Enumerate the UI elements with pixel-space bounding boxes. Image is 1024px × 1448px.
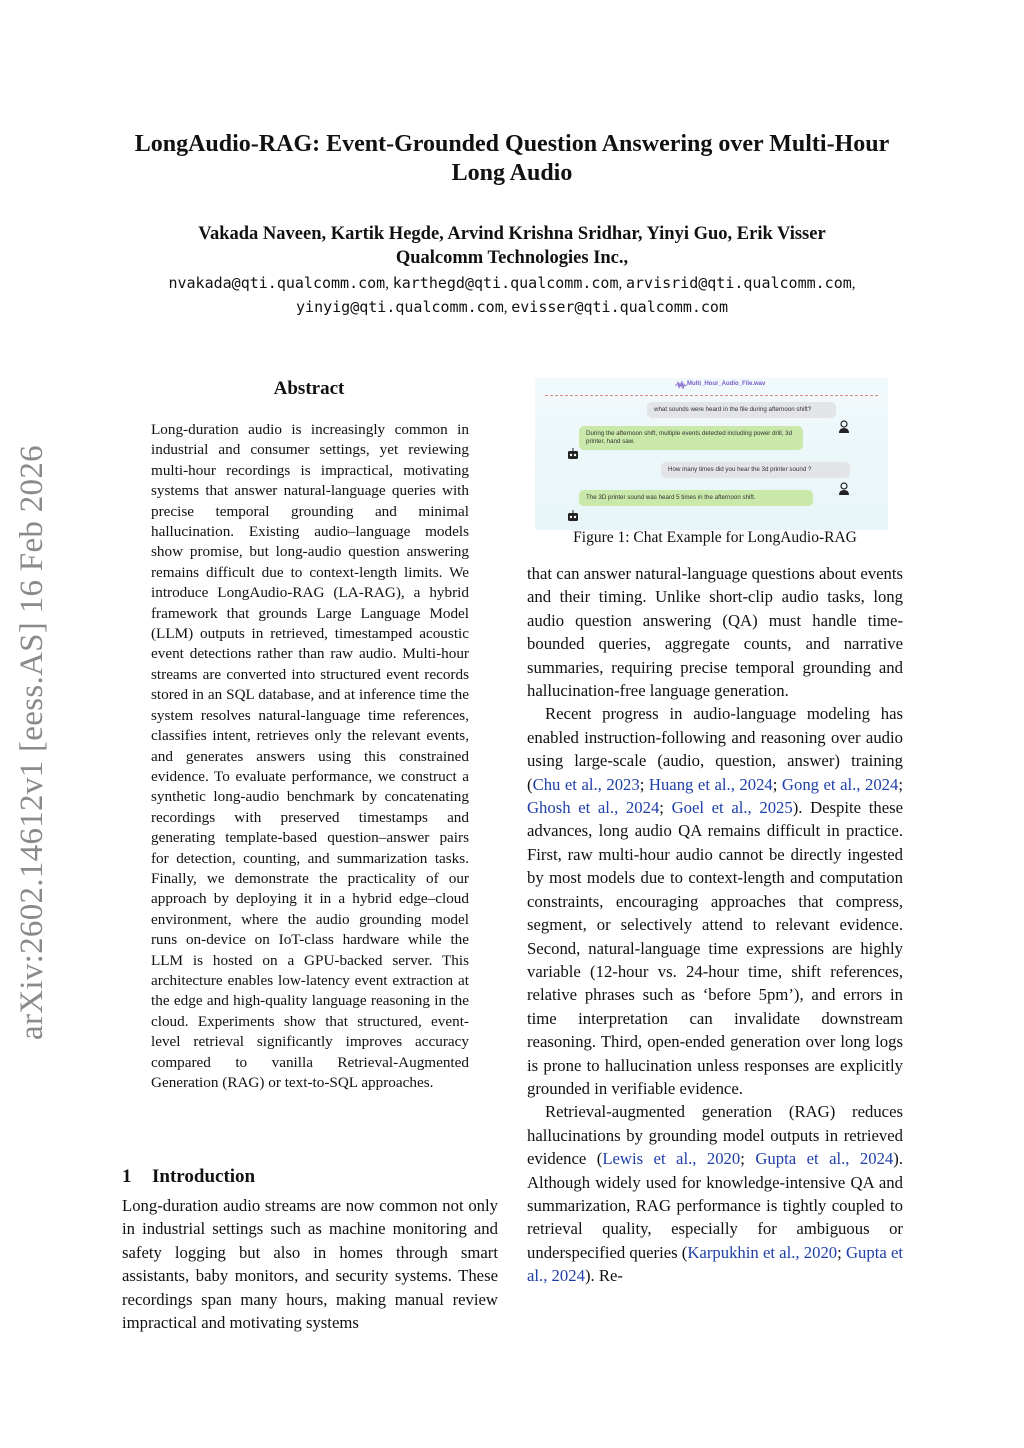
waveform-icon — [675, 381, 687, 389]
right-column-text — [527, 562, 903, 1288]
email-5[interactable]: evisser@qti.qualcomm.com — [511, 298, 728, 316]
email-3[interactable]: arvisrid@qti.qualcomm.com — [626, 274, 852, 292]
email-4[interactable]: yinyig@qti.qualcomm.com — [296, 298, 504, 316]
user-question-2: How many times did you hear the 3d printer sound ? — [661, 462, 850, 478]
divider — [545, 395, 878, 396]
citation-link[interactable]: Ghosh et al., 2024 — [527, 798, 660, 818]
citation-link[interactable]: Chu et al., 2023 — [532, 774, 640, 794]
section-heading-introduction — [122, 1166, 255, 1188]
abstract-text: Long-duration audio is increasingly common in industrial and consumer settings, yet reviewing multi-hour recordings is impractical, motivating systems that answer natural-language queries with precise temporal grounding and minimal hallucination. Existing audio–language models show promise, but long-audio question answering remains difficult due to context-length limits. We introduce LongAudio-RAG (LA-RAG), a hybrid framework that grounds Large Language Model (LLM) outputs in retrieved, timestamped acoustic event detections rather than raw audio. Multi-hour streams are converted into structured event records stored in an SQL database, and at inference time the system resolves natural-language time references, classifies intent, retrieves only the relevant events, and generates answers using this constrained evidence. To evaluate performance, we construct a synthetic long-audio benchmark by concatenating recordings with preserved timestamps and generating template-based question–answer pairs for detection, counting, and summarization tasks. Finally, we demonstrate the practicality of our approach by deploying it in a hybrid edge–cloud environment, where the audio grounding model runs on-device on IoT-class hardware while the LLM is hosted on a GPU-backed server. This architecture enables low-latency event extraction at the edge and high-quality language reasoning in the cloud. Experiments show that structured, event-level retrieval significantly improves accuracy compared to vanilla Retrieval-Augmented Generation (RAG) or text-to-SQL approaches. — [151, 421, 469, 1091]
assistant-answer-2: The 3D printer sound was heard 5 times in the afternoon shift. — [579, 490, 813, 506]
robot-icon — [567, 448, 579, 460]
user-question-1: what sounds were heard in the file during afternoon shift? — [647, 402, 836, 418]
abstract-heading: Abstract — [273, 378, 345, 399]
user-avatar-icon — [838, 420, 850, 434]
assistant-answer-1: During the afternoon shift, multiple events detected including power drill, 3d printer, hand saw. — [579, 426, 803, 450]
title-line-2: Long Audio — [451, 160, 573, 186]
author-emails: nvakada@qti.qualcomm.com, karthegd@qti.qualcomm.com, arvisrid@qti.qualcomm.com, yinyig@qti.qualcomm.com, evisser@qti.qualcomm.com — [168, 274, 856, 316]
user-avatar-icon — [838, 482, 850, 496]
arxiv-identifier: arXiv:2602.14612v1 [eess.AS] 16 Feb 2026 — [14, 445, 50, 1040]
affiliation: Qualcomm Technologies Inc., — [395, 248, 629, 268]
intro-paragraph-2: Recent progress in audio-language modeling has enabled instruction-following and reasoning over audio using large-scale (audio, question, answer) training (Chu et al., 2023; Huang et al., 2024; Gong et al., 2024; Ghosh et al., 2024; Goel et al., 2025). Despite these advances, long audio QA remains difficult in practice. First, raw multi-hour audio cannot be directly ingested by most models due to context-length and computation constraints, encouraging approaches that compress, segment, or selectively attend to relevant evidence. Second, natural-language time expressions are highly variable (12-hour vs. 24-hour time, shift references, relative phrases such as ‘before 5pm’), and errors in time interpretation can invalidate downstream reasoning. Third, open-ended generation over long logs is prone to hallucination unless responses are explicitly grounded in verifiable evidence. — [527, 704, 904, 1098]
figure-chat-example — [535, 378, 888, 530]
intro-paragraph-1-continued: that can answer natural-language questions about events and their timing. Unlike short-clip audio tasks, long audio question answering (QA) must handle time-bounded queries, aggregate counts, and narrative summaries, requiring precise temporal grounding and hallucination-free language generation. — [527, 564, 903, 701]
audio-file-label: Multi_Hour_Audio_File.wav — [687, 381, 766, 387]
email-2[interactable]: karthegd@qti.qualcomm.com — [392, 274, 619, 292]
robot-icon — [567, 510, 579, 522]
citation-link[interactable]: Huang et al., 2024 — [648, 774, 773, 794]
figure-caption: Figure 1: Chat Example for LongAudio-RAG — [573, 529, 857, 546]
section-title: Introduction — [152, 1166, 256, 1187]
citation-link[interactable]: Goel et al., 2025 — [671, 798, 793, 818]
title-line-1: LongAudio-RAG: Event-Grounded Question Answering over Multi-Hour — [134, 131, 890, 157]
paper-title — [100, 130, 924, 188]
author-list: Vakada Naveen, Kartik Hegde, Arvind Krishna Sridhar, Yinyi Guo, Erik Visser — [198, 224, 826, 244]
citation-link[interactable]: Gong et al., 2024 — [781, 774, 899, 794]
section-number: 1 — [122, 1166, 132, 1187]
citation-link[interactable]: Gupta et al., 2024 — [527, 1242, 904, 1286]
intro-paragraph-1: Long-duration audio streams are now common not only in industrial settings such as machine monitoring and safety logging but also in homes through smart assistants, baby monitors, and security systems. These recordings span many hours, making manual review impractical and motivating systems — [122, 1196, 498, 1333]
intro-paragraph-3: Retrieval-augmented generation (RAG) reduces hallucinations by grounding model outputs in retrieved evidence (Lewis et al., 2020; Gupta et al., 2024). Although widely used for knowledge-intensive QA and summarization, RAG performance is tightly coupled to retrieval quality, especially for ambiguous or underspecified queries (Karpukhin et al., 2020; Gupta et al., 2024). Re- — [527, 1102, 904, 1286]
citation-link[interactable]: Karpukhin et al., 2020 — [687, 1242, 838, 1262]
email-1[interactable]: nvakada@qti.qualcomm.com — [168, 274, 386, 292]
citation-link[interactable]: Lewis et al., 2020 — [602, 1149, 741, 1169]
citation-link[interactable]: Gupta et al., 2024 — [755, 1149, 894, 1169]
